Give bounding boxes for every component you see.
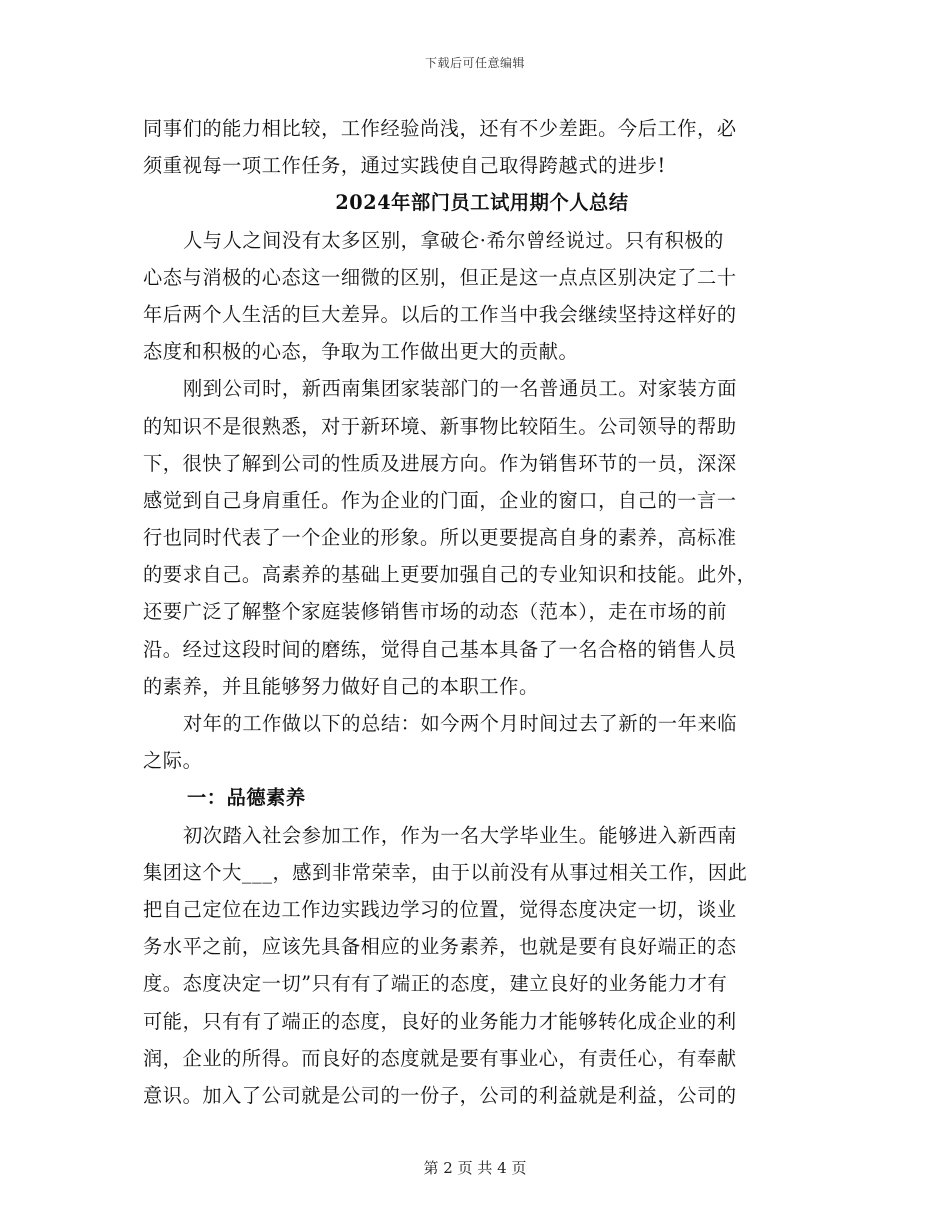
text-line: 年后两个人生活的巨大差异。以后的工作当中我会继续坚持这样好的	[143, 302, 737, 326]
text-line: 态度和积极的心态，争取为工作做出更大的贡献。	[143, 340, 579, 364]
document-body	[143, 110, 809, 1114]
paragraph-first-line: 人与人之间没有太多区别，拿破仑·希尔曾经说过。只有积极的	[183, 228, 724, 252]
text-line: 之际。	[143, 749, 203, 773]
section-heading: 一：品德素养	[187, 786, 306, 810]
page-header-note: 下载后可任意编辑	[424, 56, 525, 70]
text-line: 可能，只有有了端正的态度，良好的业务能力才能够转化成企业的利	[143, 1009, 737, 1033]
text-line: 还要广泛了解整个家庭装修销售市场的动态（范本），走在市场的前	[143, 600, 728, 624]
text-line: 行也同时代表了一个企业的形象。所以更要提高自身的素养，高标准	[143, 526, 737, 550]
paragraph-first-line: 对年的工作做以下的总结：如今两个月时间过去了新的一年来临	[183, 712, 738, 735]
text-line: 的素养，并且能够努力做好自己的本职工作。	[143, 674, 539, 698]
text-line: 下，很快了解到公司的性质及进展方向。作为销售环节的一员，深深	[143, 451, 737, 475]
text-line: 意识。加入了公司就是公司的一份子，公司的利益就是利益，公司的	[143, 1083, 737, 1107]
text-line: 的要求自己。高素养的基础上更要加强自己的专业知识和技能。此外，	[143, 563, 757, 587]
page-number: 第 2 页 共 4 页	[423, 1159, 527, 1177]
paragraph-first-line: 初次踏入社会参加工作，作为一名大学毕业生。能够进入新西南	[183, 823, 738, 847]
text-line: 感觉到自己身肩重任。作为企业的门面，企业的窗口，自己的一言一	[143, 488, 737, 512]
text-line: 心态与消极的心态这一细微的区别，但正是这一点点区别决定了二十	[143, 265, 737, 289]
text-line: 把自己定位在边工作边实践边学习的位置，觉得态度决定一切，谈业	[143, 897, 737, 921]
text-line: 须重视每一项工作任务，通过实践使自己取得跨越式的进步!	[143, 154, 666, 178]
text-line: 沿。经过这段时间的磨练，觉得自己基本具备了一名合格的销售人员	[143, 637, 737, 661]
text-line: 集团这个大___，感到非常荣幸，由于以前没有从事过相关工作，因此	[143, 860, 748, 884]
text-line: 度。态度决定一切”只有有了端正的态度，建立良好的业务能力才有	[143, 972, 728, 996]
text-line: 务水平之前，应该先具备相应的业务素养，也就是要有良好端正的态	[143, 935, 737, 959]
text-line: 同事们的能力相比较，工作经验尚浅，还有不少差距。今后工作，必	[143, 117, 737, 140]
document-title: 2024年部门员工试用期个人总结	[335, 191, 629, 215]
text-line: 润，企业的所得。而良好的态度就是要有事业心，有责任心，有奉献	[143, 1046, 737, 1070]
paragraph-first-line: 刚到公司时，新西南集团家装部门的一名普通员工。对家装方面	[183, 377, 738, 401]
text-line: 的知识不是很熟悉，对于新环境、新事物比较陌生。公司领导的帮助	[143, 414, 737, 438]
